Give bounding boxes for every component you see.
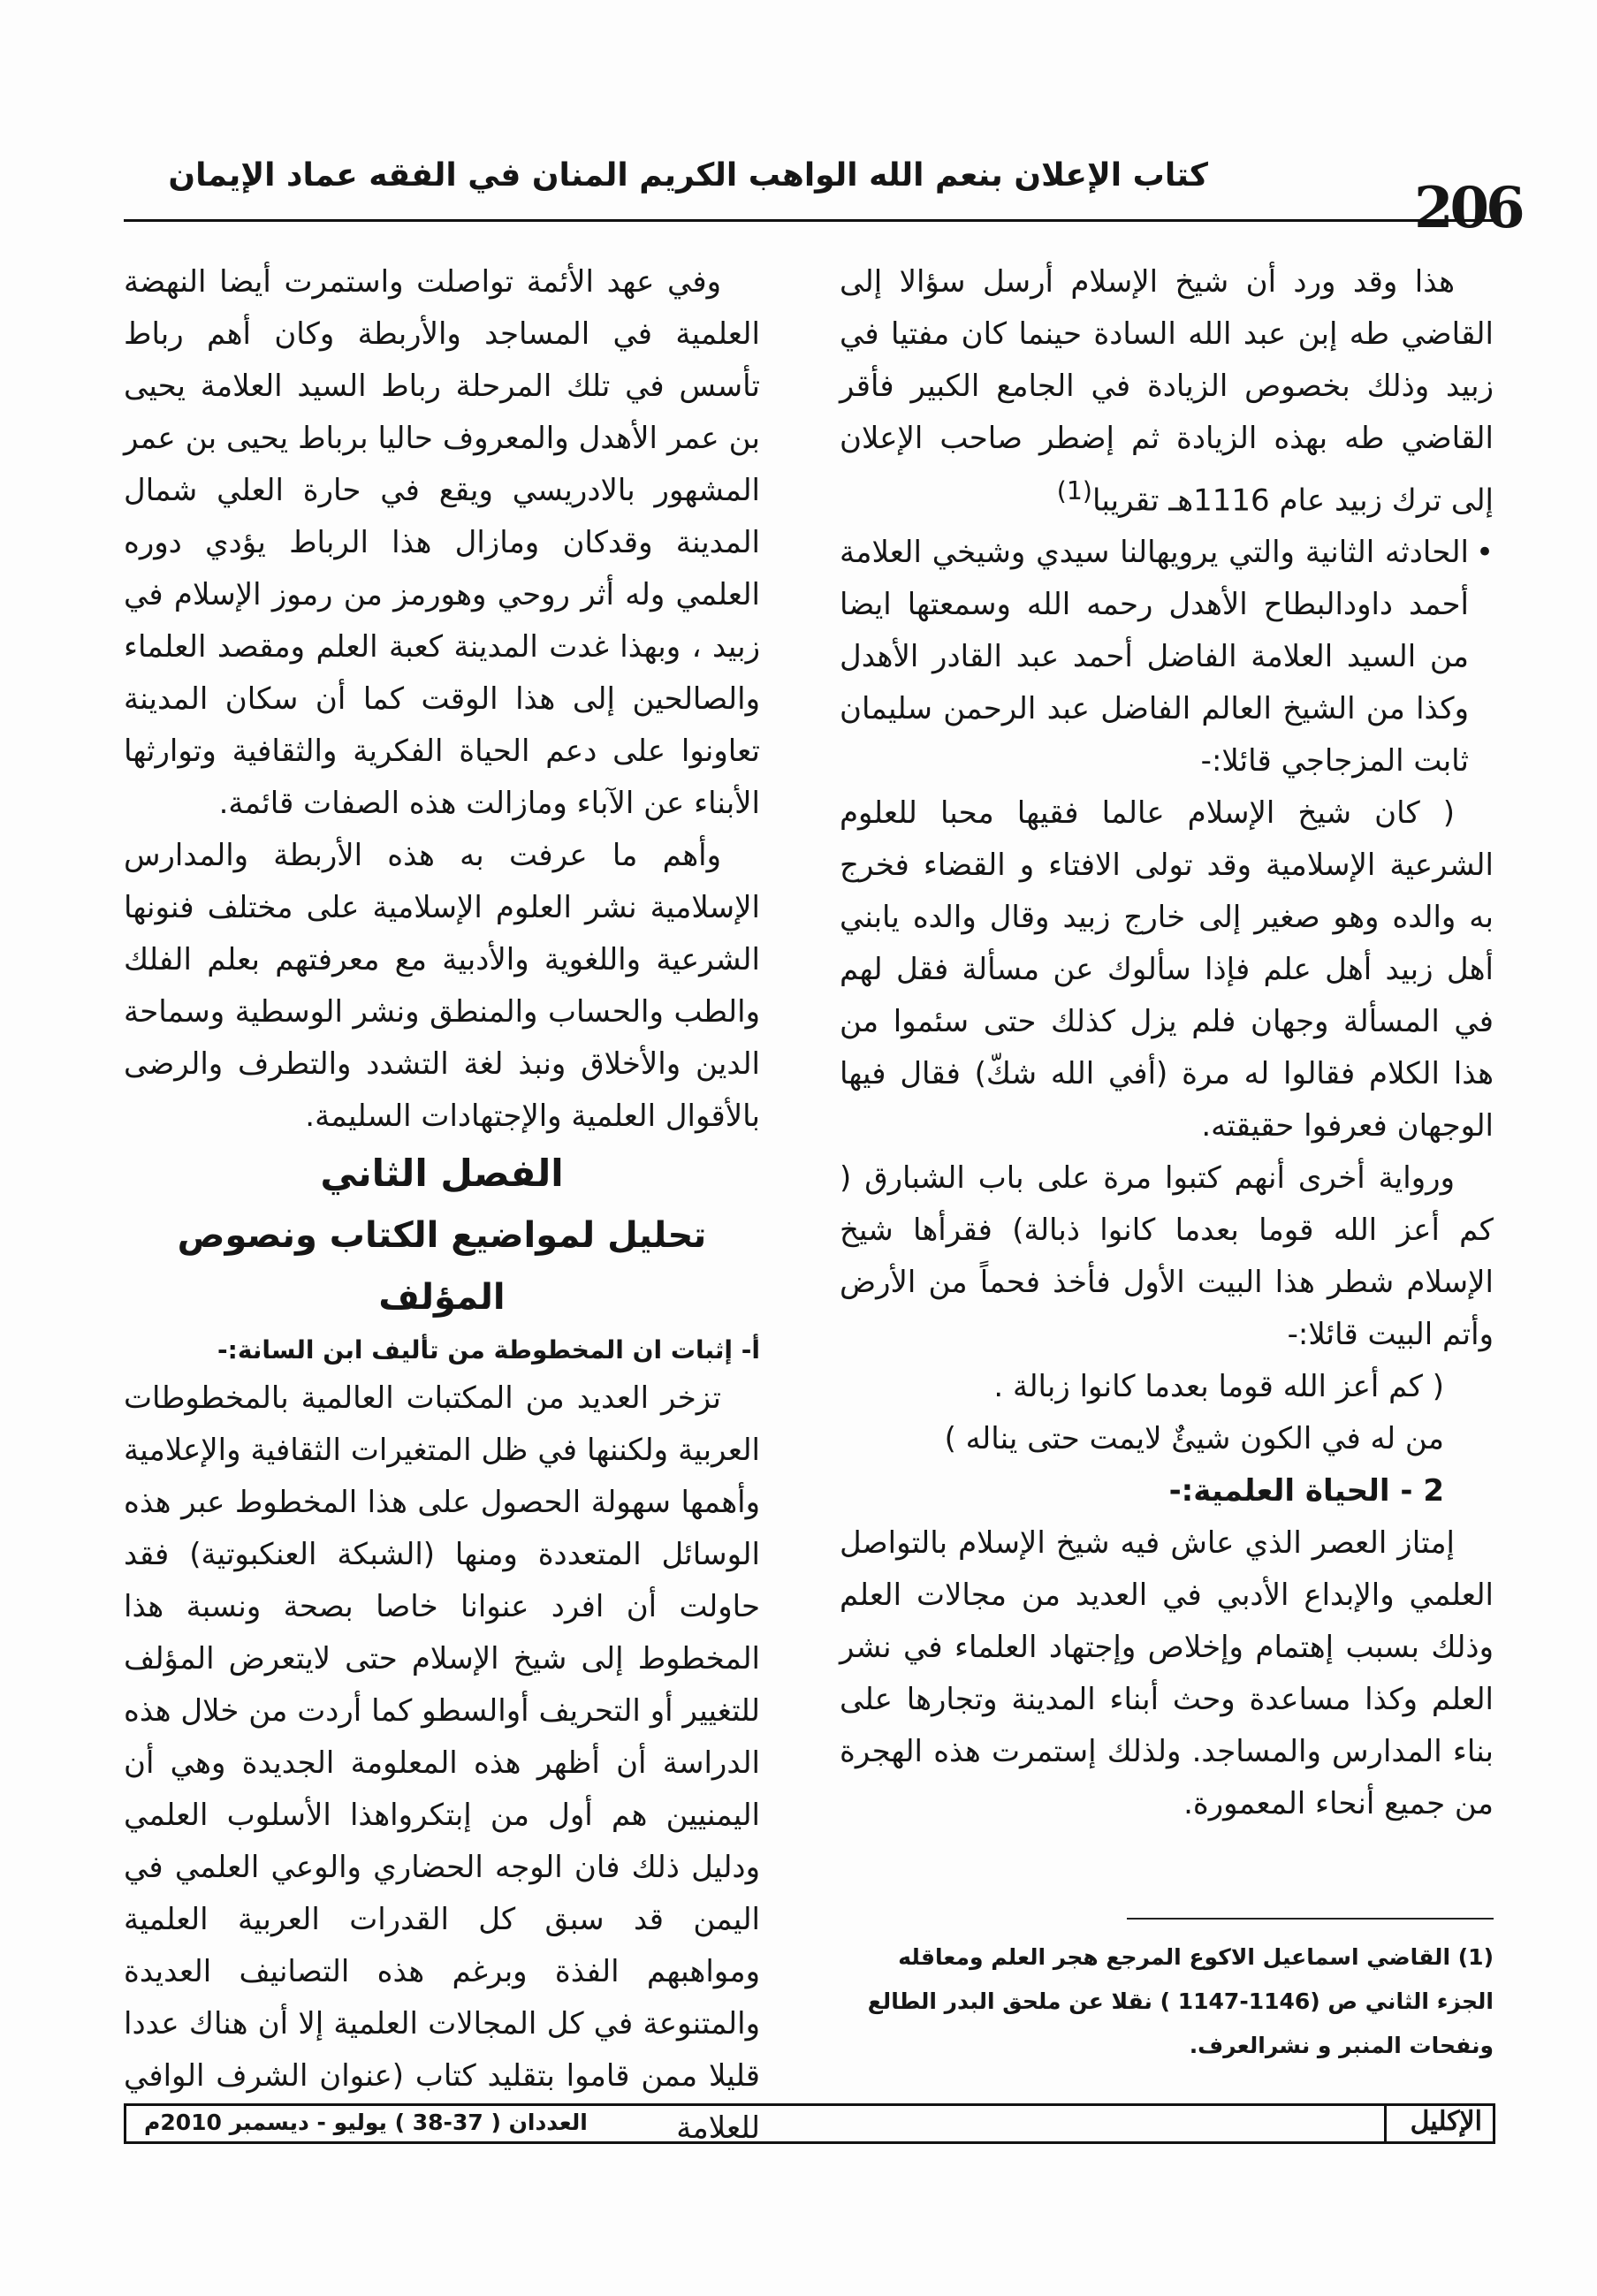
paragraph-narration: ورواية أخرى أنهم كتبوا مرة على باب الشبارق ( كم أعز الله قوما بعدما كانوا ذبالة) فقرأها شيخ الإسلام شطر هذا البيت الأول فأخذ فحماً من الأرض وأتم البيت قائلا:-	[840, 1160, 1494, 1353]
paragraph-manuscripts: تزخر العديد من المكتبات العالمية بالمخطوطات العربية ولكننها في ظل المتغيرات الثقافية والإعلامية وأهمها سهولة الحصول على هذا المخطوط عبر هذه الوسائل المتعددة ومنها (الشبكة العنكبوتية) فقد حاولت أن افرد عنوانا خاصا بصحة ونسبة هذا المخطوط إلى شيخ الإسلام حتى لايتعرض المؤلف للتغيير أو التحريف أوالسطو كما أردت من خلال هذه الدراسة أن أظهر هذه المعلومة الجديدة وهي أن اليمنيين هم أول من إبتكرواهذا الأسلوب العلمي ودليل ذلك فان الوجه الحضاري والوعي العلمي في اليمن قد سبق كل القدرات العربية العلمية ومواهبهم الفذة وبرغم هذه التصانيف العديدة والمتنوعة في كل المجالات العلمية إلا أن هناك عددا قليلا ممن قاموا بتقليد كتاب (عنوان الشرف الوافي للعلامة	[124, 1380, 760, 2146]
poem-line-2: من له في الكون شيئٌ لايمت حتى يناله )	[944, 1421, 1444, 1457]
paragraph-zabid-question	[840, 256, 1494, 527]
chapter-title: الفصل الثاني	[320, 1152, 564, 1195]
page-number: 206	[1414, 175, 1522, 241]
chapter-subtitle: تحليل لمواضيع الكتاب ونصوص المؤلف	[177, 1215, 707, 1318]
issue-info: العددان ( 37-38 ) يوليو - ديسمبر 2010م	[144, 2110, 588, 2135]
journal-logo: الإكليل	[1410, 2106, 1482, 2137]
header-rule	[124, 219, 1494, 222]
footnote: (1) القاضي اسماعيل الاكوع المرجع هجر العلم ومعاقله الجزء الثاني ص (1146-1147 ) نقلا عن ملحق البدر الطالع ونفحات المنبر و نشرالعرف.	[867, 1944, 1494, 2058]
left-column	[124, 256, 760, 2155]
footnote-reference[interactable]: (1)	[1056, 476, 1092, 506]
section-heading-scientific-life: 2 - الحياة العلمية:-	[1168, 1473, 1444, 1509]
running-header-title: كتاب الإعلان بنعم الله الواهب الكريم المنان في الفقه عماد الإيمان	[168, 157, 1208, 194]
footer-bar	[124, 2103, 1495, 2144]
footer-divider	[1384, 2106, 1387, 2141]
footnote-rule	[1127, 1918, 1494, 1920]
subsection-heading: أ- إثبات ان المخطوطة من تأليف ابن السانة:-	[217, 1335, 760, 1365]
paragraph-quote: ( كان شيخ الإسلام عالما فقيها محبا للعلوم الشرعية الإسلامية وقد تولى الافتاء و القضاء فخرج به والده وهو صغير إلى خارج زبيد وقال والده يابني أهل زبيد أهل علم فإذا سألوك عن مسألة فقل لهم في المسألة وجهان فلم يزل كذلك حتى سئموا من هذا الكلام فقالوا له مرة (أفي الله شكّ) فقال فيها الوجهان فعرفوا حقيقته.	[840, 795, 1494, 1144]
paragraph-text: هذا وقد ورد أن شيخ الإسلام أرسل سؤالا إلى القاضي طه إبن عبد الله السادة حينما كان مفتيا في زبيد وذلك بخصوص الزيادة في الجامع الكبير فأقر القاضي طه بهذه الزيادة ثم إضطر صاحب الإعلان إلى ترك زبيد عام 1116هـ تقريبا	[840, 264, 1494, 519]
bullet-icon: •	[1475, 535, 1494, 571]
paragraph-ribats: وأهم ما عرفت به هذه الأربطة والمدارس الإسلامية نشر العلوم الإسلامية على مختلف فنونها الشرعية واللغوية والأدبية مع معرفتهم بعلم الفلك والطب والحساب والمنطق ونشر الوسطية وسماحة الدين والأخلاق ونبذ لغة التشدد والتطرف والرضى بالأقوال العلمية والإجتهادات السليمة.	[124, 838, 760, 1134]
paragraph-second-incident: الحادثه الثانية والتي يرويهالنا سيدي وشيخي العلامة أحمد داودالبطاح الأهدل رحمه الله وسمعتها ايضا من السيد العلامة الفاضل أحمد عبد القادر الأهدل وكذا من الشيخ العالم الفاضل عبد الرحمن سليمان ثابت المزجاجي قائلا:-	[840, 535, 1469, 779]
paragraph-imams-era: وفي عهد الأئمة تواصلت واستمرت أيضا النهضة العلمية في المساجد والأربطة وكان أهم رباط تأسس في تلك المرحلة رباط السيد العلامة يحيى بن عمر الأهدل والمعروف حاليا برباط يحيى بن عمر المشهور بالادريسي ويقع في حارة العلي شمال المدينة وقدكان ومازال هذا الرباط يؤدي دوره العلمي وله أثر روحي وهورمز من رموز الإسلام في زبيد ، وبهذا غدت المدينة كعبة العلم ومقصد العلماء والصالحين إلى هذا الوقت كما أن سكان المدينة تعاونوا على دعم الحياة الفكرية والثقافية وتوارثها الأبناء عن الآباء ومازالت هذه الصفات قائمة.	[124, 264, 760, 821]
right-column	[840, 256, 1494, 1830]
paragraph-scientific-life: إمتاز العصر الذي عاش فيه شيخ الإسلام بالتواصل العلمي والإبداع الأدبي في العديد من مجالات العلم وذلك بسبب إهتمام وإخلاص وإجتهاد العلماء في نشر العلم وكذا مساعدة وحث أبناء المدينة وتجارها على بناء المدارس والمساجد. ولذلك إستمرت هذه الهجرة من جميع أنحاء المعمورة.	[840, 1525, 1494, 1822]
poem-line-1: ( كم أعز الله قوما بعدما كانوا زبالة .	[993, 1369, 1444, 1405]
bullet-item	[840, 527, 1494, 787]
